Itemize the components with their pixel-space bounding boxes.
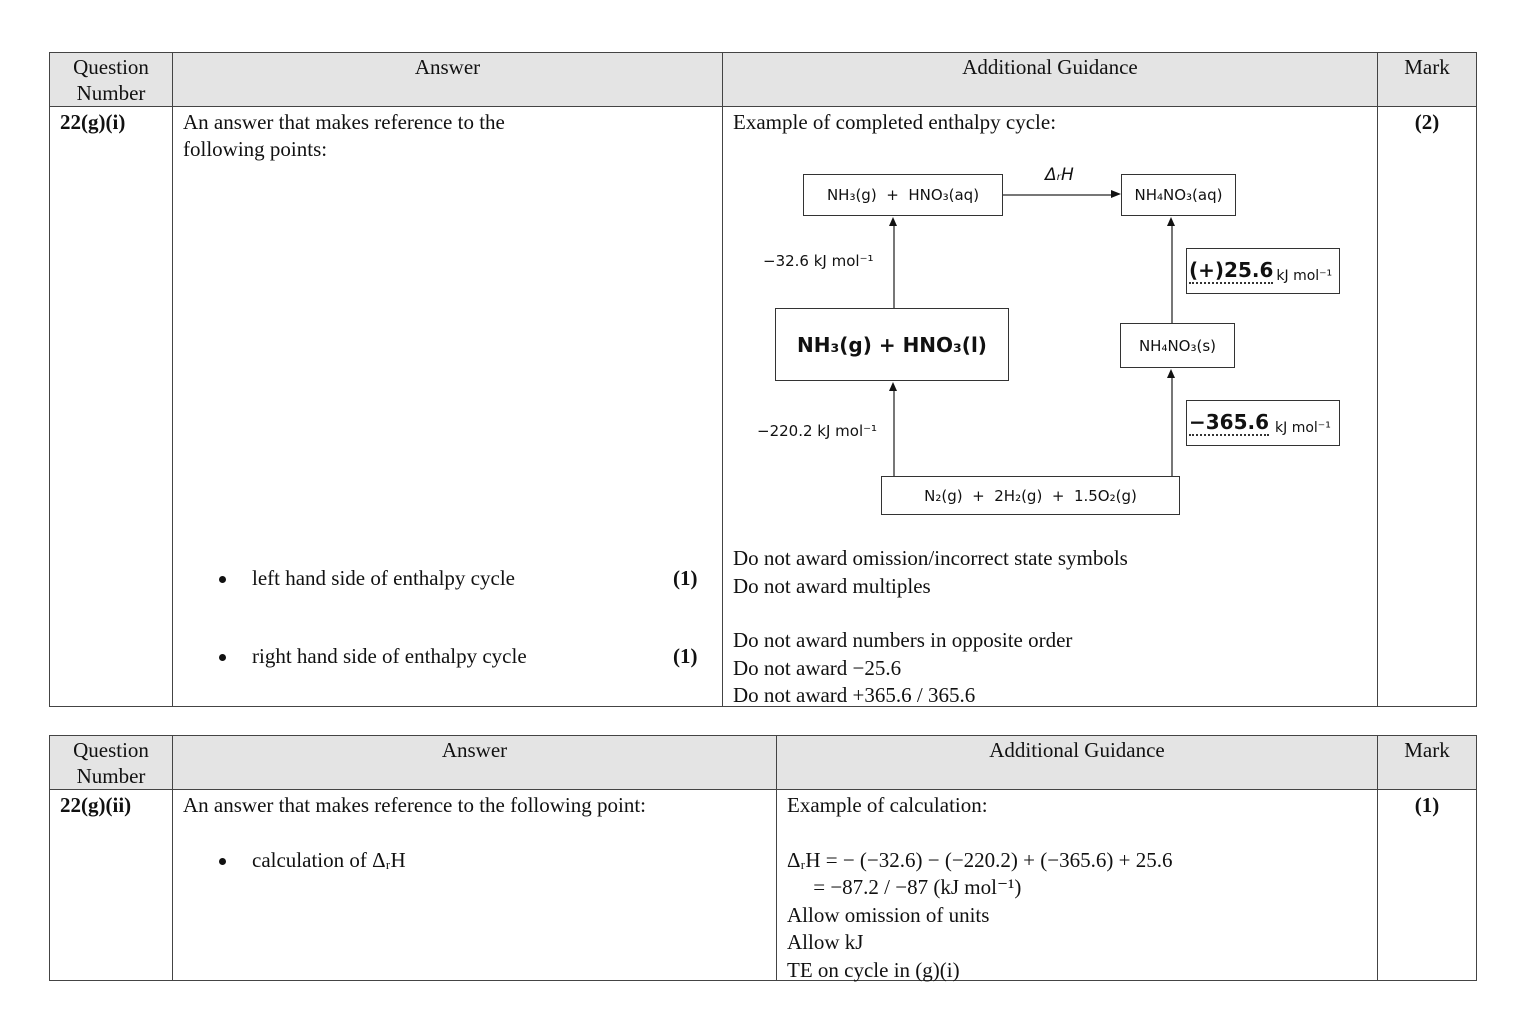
- header-label: Answer: [414, 55, 481, 79]
- box-reactants-liquid: NH₃(g) + HNO₃(l): [775, 308, 1009, 381]
- guidance-line: Allow omission of units: [787, 903, 990, 927]
- arrowhead-icon: [1167, 217, 1175, 226]
- answer-value: −365.6: [1189, 410, 1270, 434]
- calculation-result: = −87.2 / −87 (kJ mol⁻¹): [787, 875, 1022, 899]
- lower-right-arrow: [1171, 376, 1173, 476]
- guidance-cell: [776, 789, 1378, 981]
- guidance-line: Allow kJ: [787, 930, 864, 954]
- question-number: 22(g)(i): [60, 110, 126, 134]
- enthalpy-label: −220.2 kJ mol⁻¹: [757, 422, 878, 440]
- question-number-cell: [49, 789, 173, 981]
- header-question-number: [49, 735, 173, 790]
- box-reactants-aqueous: NH₃(g) + HNO₃(aq): [803, 174, 1003, 216]
- arrowhead-icon: [1167, 369, 1175, 378]
- header-question-number: [49, 52, 173, 107]
- header-guidance: [722, 52, 1378, 107]
- header-label: Mark: [1404, 55, 1450, 79]
- total-mark: (1): [1414, 793, 1440, 817]
- answer-unit: kJ mol⁻¹: [1275, 420, 1331, 436]
- box-product-aqueous: NH₄NO₃(aq): [1121, 174, 1236, 216]
- header-mark: [1377, 52, 1477, 107]
- header-answer: [172, 735, 777, 790]
- answer-cell: [172, 789, 777, 981]
- header-label: Question Number: [73, 55, 149, 105]
- total-mark: (2): [1414, 110, 1440, 134]
- guidance-line: Do not award numbers in opposite order: [733, 628, 1073, 652]
- bullet-icon: [219, 654, 226, 661]
- question-number-cell: [49, 106, 173, 707]
- mark-cell: [1377, 789, 1477, 981]
- answer-intro: following points:: [183, 137, 328, 161]
- answer-point: calculation of ΔᵣH: [252, 848, 406, 872]
- arrowhead-icon: [1111, 190, 1121, 198]
- guidance-line: Do not award multiples: [733, 574, 931, 598]
- delta-h-arrow: [1003, 194, 1113, 196]
- guidance-line: Do not award −25.6: [733, 656, 902, 680]
- answer-intro: An answer that makes reference to the: [183, 110, 505, 134]
- answer-value: (+)25.6: [1189, 258, 1274, 282]
- bullet-icon: [219, 576, 226, 583]
- upper-right-arrow: [1171, 224, 1173, 323]
- delta-h-label: ΔᵣH: [1045, 165, 1074, 185]
- header-label: Answer: [441, 738, 508, 762]
- answer-point: right hand side of enthalpy cycle: [252, 644, 527, 668]
- box-elements: N₂(g) + 2H₂(g) + 1.5O₂(g): [881, 476, 1180, 515]
- answer-cell: [172, 106, 723, 707]
- guidance-title: Example of calculation:: [787, 793, 988, 817]
- header-label: Additional Guidance: [962, 55, 1138, 79]
- answer-box-formation-enthalpy: [1186, 400, 1340, 446]
- guidance-line: Do not award +365.6 / 365.6: [733, 683, 976, 707]
- lower-left-arrow: [893, 389, 895, 476]
- guidance-line: TE on cycle in (g)(i): [787, 958, 960, 982]
- upper-left-arrow: [893, 224, 895, 308]
- answer-unit: kJ mol⁻¹: [1276, 268, 1333, 284]
- arrowhead-icon: [889, 217, 897, 226]
- question-number: 22(g)(ii): [60, 793, 132, 817]
- header-label: Question Number: [73, 738, 149, 788]
- header-mark: [1377, 735, 1477, 790]
- mark-cell: [1377, 106, 1477, 707]
- point-mark: (1): [673, 566, 698, 590]
- guidance-line: Do not award omission/incorrect state symbols: [733, 546, 1128, 570]
- enthalpy-label: −32.6 kJ mol⁻¹: [763, 252, 874, 270]
- header-label: Mark: [1404, 738, 1450, 762]
- header-answer: [172, 52, 723, 107]
- arrowhead-icon: [889, 382, 897, 391]
- answer-intro: An answer that makes reference to the following point:: [183, 793, 647, 817]
- box-product-solid: NH₄NO₃(s): [1120, 323, 1235, 368]
- point-mark: (1): [673, 644, 698, 668]
- header-guidance: [776, 735, 1378, 790]
- bullet-icon: [219, 858, 226, 865]
- calculation-line: ΔᵣH = − (−32.6) − (−220.2) + (−365.6) + 25.6: [787, 848, 1173, 872]
- header-label: Additional Guidance: [989, 738, 1165, 762]
- guidance-title: Example of completed enthalpy cycle:: [733, 110, 1057, 134]
- answer-box-solution-enthalpy: [1186, 248, 1340, 294]
- answer-point: left hand side of enthalpy cycle: [252, 566, 515, 590]
